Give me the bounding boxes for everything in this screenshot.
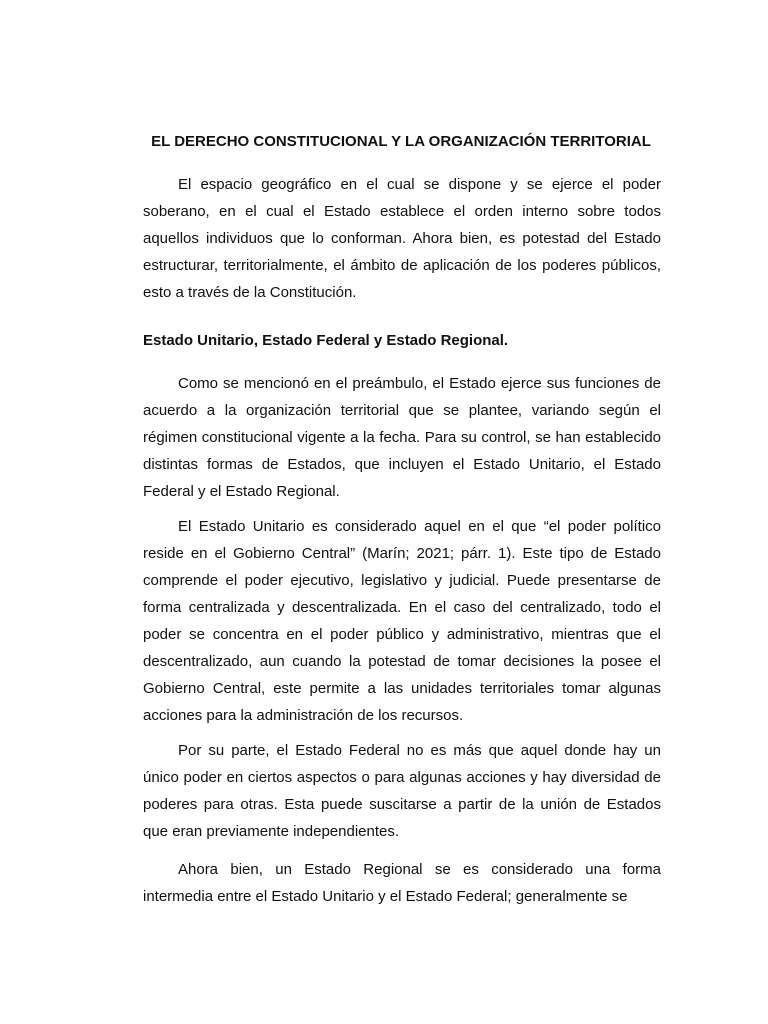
section-heading: Estado Unitario, Estado Federal y Estado Regional. [143,332,509,349]
document-title: EL DERECHO CONSTITUCIONAL Y LA ORGANIZACIÓN TERRITORIAL [151,133,651,150]
body-paragraph: El Estado Unitario es considerado aquel en el que “el poder político reside en el Gobierno Central” (Marín; 2021; párr. 1). Este tipo de Estado comprende el poder ejecutivo, legislativo y judicial. Puede presentarse de forma centralizada y descentralizada. En el caso del centralizado, todo el poder se concentra en el poder público y administrativo, mientras que el descentralizado, aun cuando la potestad de tomar decisiones la posee el Gobierno Central, este permite a las unidades territoriales tomar algunas acciones para la administración de los recursos. [143,518,661,724]
intro-paragraph: El espacio geográfico en el cual se dispone y se ejerce el poder soberano, en el cual el Estado establece el orden interno sobre todos aquellos individuos que lo conforman. Ahora bien, es potestad del Estado estructurar, territorialmente, el ámbito de aplicación de los poderes públicos, esto a través de la Constitución. [143,176,661,301]
body-paragraph: Ahora bien, un Estado Regional se es considerado una forma intermedia entre el Estado Unitario y el Estado Federal; generalmente se [143,861,661,905]
body-paragraph: Por su parte, el Estado Federal no es más que aquel donde hay un único poder en ciertos aspectos o para algunas acciones y hay diversidad de poderes para otras. Esta puede suscitarse a partir de la unión de Estados que eran previamente independientes. [143,742,661,840]
body-paragraph: Como se mencionó en el preámbulo, el Estado ejerce sus funciones de acuerdo a la organización territorial que se plantee, variando según el régimen constitucional vigente a la fecha. Para su control, se han establecido distintas formas de Estados, que incluyen el Estado Unitario, el Estado Federal y el Estado Regional. [143,375,661,500]
